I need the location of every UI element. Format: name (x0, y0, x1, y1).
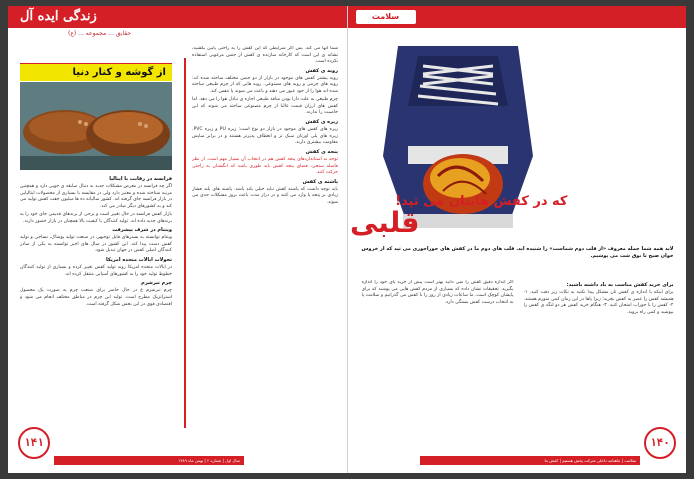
article-lead: لابد همه شما جمله معروف «از قلب دوم شماست» را شنیده اید. قلب های دوم ما در کفش های جوراجوری می تپد که از خروس خوان صبح تا بوق شب می پوشیم. (361, 246, 674, 259)
shoes-photo (20, 82, 172, 170)
sidebar-paragraph: ویتنام توانسته به بسترهای فایل توجیهی در صنعت تولید پوشاک، نساجی و تولید کفش دست پیدا کند. این کشور در سال های اخیر توانسته به یکی از صادر کنندگان اصلی کفش در جهان تبدیل شود. (20, 235, 172, 254)
magazine-spread (8, 6, 686, 473)
page-number: ۱۴۰ (644, 427, 676, 459)
article-highlight: توجه به استانداردهای پنجه کفش هم در انتخاب آن بسیار مهم است. از نظر فاصله سنجی، فضای پنجه کفش باید طوری باشد که انگشتان به راحتی حرکت کنند. (192, 156, 338, 176)
sidebar-heading: تحولات ایالات متحده امریکا (106, 257, 172, 264)
tips-paragraph: برای اینکه با اندازه ی کفش تان مشکل پیدا نکنید به نکات زیر دقت کنید. ۱- همیشه کفش را عصر به کفش بخرید؛ زیرا پاها در این زمان کمی متورم هستند. ۲- کفش را با جوراب امتحان کنید. ۳- هنگام خرید کفش هر دو لنگه ی کفش را بپوشید و کمی راه بروید. (523, 290, 674, 315)
sidebar-paragraph: اگر چه فرانسه در معرض مشکلات جدید به دنبال سابقه ی خوبی دارد و همچنین مرتبه شناخته شده و معتبر دارد ولی در مقایسه با بسیاری از محصولات ایتالیایی در بازار فرانسه جای گرفته اند. کشور سالیانه ده ها میلیون جفت کفش تولید می کند و به کشورهای دیگر صادر می کند. (20, 184, 172, 209)
article-heading: رویه ی کفش (305, 67, 338, 74)
magazine-logo: زندگی ایده آل (20, 9, 97, 24)
sidebar-text (20, 174, 172, 434)
footer-bar: سال اول | شماره ۲ | بهمن ماه ۱۳۸۹ (54, 456, 244, 465)
article-column (192, 46, 338, 434)
right-page (348, 6, 687, 473)
issue-header: حقایق ... مجموعه ... (ع) (68, 30, 132, 37)
sidebar-divider (184, 58, 186, 428)
article-paragraph: رویه بیشتر کفش های موجود در بازار از دو جنس مختلف ساخته شده اند: رویه های چرمی و رویه های مصنوعی. رویه هایی که از چرم طبیعی ساخته شده اند هوا را از خود عبور می دهند و باعث می شوند پا تنفس کند. (192, 75, 338, 95)
section-tab: سلامت (356, 10, 416, 24)
page-number: ۱۴۱ (18, 427, 50, 459)
article-paragraph: اگر اندازه دقیق کفش را نمی دانید بهتر است پیش از خرید پای خود را اندازه بگیرید. تحقیقات نشان داده که بسیاری از مردم کفش هایی می پوشند که برای پایشان کوچک است. ما ساعات زیادی از روز را با کفش می گذرانیم و سلامت پا به انتخاب درست کفش بستگی دارد. (361, 280, 514, 305)
article-heading: زیره ی کفش (305, 118, 338, 125)
right-column-2 (362, 280, 514, 440)
sidebar-title: از گوشه و کنار دنیا (20, 63, 172, 81)
article-paragraph: چرم طبیعی به علت دارا بودن منافذ طبیعی اجازه ی تبادل هوا را می دهد. اما کفش های ارزان قیمت غالبا از چرم مصنوعی ساخته می شوند که این خاصیت را ندارند. (192, 97, 338, 116)
article-paragraph: شما آنها می کند. پس اگر شرایطی که این کفش را به راحتی پایین بکشید، نشانه ی این است که کارخانه سازنده ی کفش از جنس مرغوبی استفاده نکرده است. (192, 46, 338, 65)
sidebar-heading: فرانسه در رقابت با ایتالیا (109, 176, 172, 182)
sidebar-heading: چرم تبرشرم (141, 280, 172, 287)
sidebar-paragraph: چرم تبرشرم ع در حال حاضر برای صنعت چرم به صورت یک محصول استراتژیک مطرح است. تولید این چرم در مناطق مختلف انجام می شود و اقتصادی قوی در این بخش شکل گرفته است. (20, 288, 172, 307)
left-page (8, 6, 348, 473)
article-paragraph: زیره های کفش های موجود در بازار دو نوع است: زیره PU و زیره PVC. زیره های پلی اورتان سبک تر و انعطاف پذیرتر هستند و در برابر سایش مقاومت بیشتری دارند. (192, 127, 338, 146)
footer-bar: سلامت | ماهنامه داخلی شرکت پخش هستیم | کفش ما (420, 456, 640, 465)
headline-subtitle: که در کفش هایتان می تپد! (395, 194, 568, 209)
sidebar-paragraph: بازار کفش فرانسه در حال تغییر است و برخی از برندهای قدیمی جای خود را به برندهای جدید داده اند. تولید کنندگان با کیفیت بالا همچنان در بازار حضور دارند. (20, 211, 172, 224)
right-column-1 (524, 280, 674, 440)
sidebar-heading: ویتنام در شرف پیشرفت (112, 227, 172, 234)
headline-title: قلبی (349, 206, 420, 239)
article-paragraph: باید توجه داشت که پاشنه کفش نباید خیلی بلند باشد. پاشنه های بلند فشار زیادی بر پنجه پا وارد می کنند و در دراز مدت باعث بروز مشکلات جدی می شوند. (192, 186, 338, 205)
tips-heading: برای خرید کفش مناسب به یاد داشته باشید: (566, 282, 674, 288)
article-heading: پاشنه ی کفش (302, 178, 338, 185)
sidebar-paragraph: در ایالات متحده امریکا روند تولید کفش تغییر کرده و بسیاری از تولید کنندگان خطوط تولید خود را به کشورهای آسیایی منتقل کرده اند. (20, 265, 172, 277)
article-heading: پنجه ی کفش (305, 148, 338, 155)
